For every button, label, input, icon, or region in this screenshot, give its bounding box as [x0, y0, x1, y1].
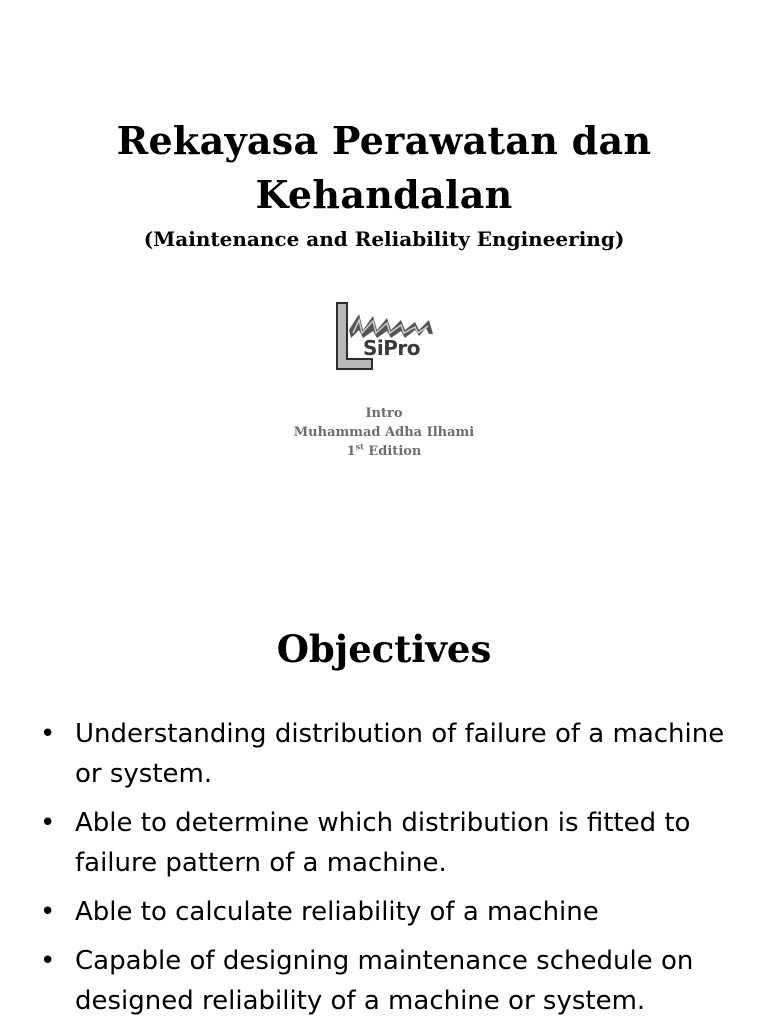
bullet-icon: •: [40, 946, 56, 976]
section-label: Intro: [365, 406, 403, 421]
edition-label: [0, 442, 768, 461]
edition-word: Edition: [368, 444, 422, 459]
objectives-slide: [0, 600, 768, 1024]
author-name: Muhammad Adha Ilhami: [293, 425, 475, 440]
slide-subtitle: (Maintenance and Reliability Engineering): [143, 227, 625, 251]
bullet-icon: •: [40, 897, 56, 927]
objective-text: Capable of designing maintenance schedule on designed reliability of a machine or system.: [75, 946, 694, 1016]
edition-number: 1: [346, 444, 356, 459]
edition-suffix: st: [355, 441, 364, 452]
list-item: [40, 941, 740, 1021]
objective-text: Understanding distribution of failure of a machine or system.: [75, 719, 725, 789]
presentation-meta: [0, 404, 768, 461]
list-item: [40, 714, 740, 794]
objective-text: Able to determine which distribution is fitted to failure pattern of a machine.: [75, 808, 691, 878]
objectives-heading: Objectives: [276, 627, 492, 671]
bullet-icon: •: [40, 808, 56, 838]
logo-text: SiPro: [363, 336, 421, 360]
slide-title-line-2: Kehandalan: [255, 172, 513, 217]
slide-title: [0, 114, 768, 222]
list-item: [40, 892, 740, 932]
objective-text: Able to calculate reliability of a machine: [75, 897, 599, 927]
bullet-icon: •: [40, 719, 56, 749]
slide-title-line-1: Rekayasa Perawatan dan: [116, 118, 652, 163]
list-item: [40, 803, 740, 883]
objectives-list: [40, 714, 740, 1030]
lsipro-logo: [333, 300, 437, 372]
